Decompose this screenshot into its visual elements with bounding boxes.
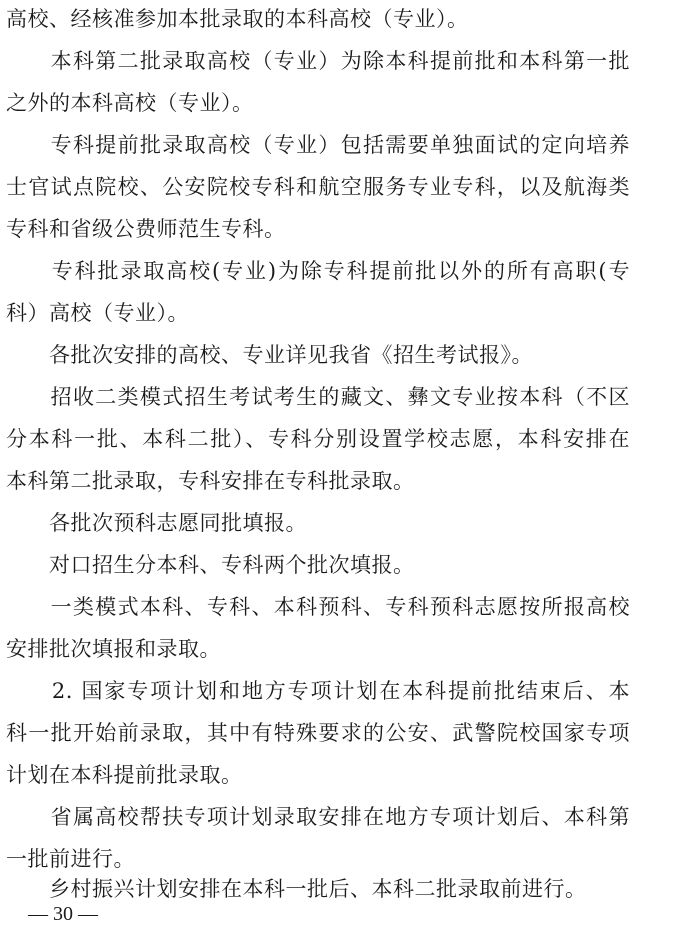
page-number: — 30 — [28, 903, 98, 925]
text-line-22: 乡村振兴计划安排在本科一批后、本科二批录取前进行。 [6, 877, 587, 901]
text-line-4: 专科提前批录取高校（专业）包括需要单独面试的定向培养 [6, 133, 630, 157]
text-line-16: 安排批次填报和录取。 [6, 637, 221, 661]
text-line-3: 之外的本科高校（专业）。 [6, 91, 254, 115]
text-line-13: 各批次预科志愿同批填报。 [6, 511, 307, 535]
text-line-12: 本科第二批录取，专科安排在专科批录取。 [6, 469, 415, 493]
text-line-14: 对口招生分本科、专科两个批次填报。 [6, 553, 415, 577]
text-line-7: 专科批录取高校(专业)为除专科提前批以外的所有高职(专 [6, 259, 630, 283]
text-line-2: 本科第二批录取高校（专业）为除本科提前批和本科第一批 [6, 49, 630, 73]
text-line-6: 专科和省级公费师范生专科。 [6, 217, 286, 241]
text-line-17: 2. 国家专项计划和地方专项计划在本科提前批结束后、本 [6, 679, 630, 703]
text-line-15: 一类模式本科、专科、本科预科、专科预科志愿按所报高校 [6, 595, 630, 619]
text-line-21: 一批前进行。 [6, 847, 135, 871]
text-line-10: 招收二类模式招生考试考生的藏文、彝文专业按本科（不区 [6, 385, 630, 409]
text-line-19: 计划在本科提前批录取。 [6, 763, 243, 787]
text-line-1: 高校、经核准参加本批录取的本科高校（专业）。 [6, 7, 469, 31]
text-line-18: 科一批开始前录取，其中有特殊要求的公安、武警院校国家专项 [6, 721, 630, 745]
text-line-11: 分本科一批、本科二批）、专科分别设置学校志愿，本科安排在 [6, 427, 630, 451]
text-line-5: 士官试点院校、公安院校专科和航空服务专业专科，以及航海类 [6, 175, 630, 199]
text-line-9: 各批次安排的高校、专业详见我省《招生考试报》。 [6, 343, 533, 367]
text-line-8: 科）高校（专业）。 [6, 301, 189, 325]
text-line-20: 省属高校帮扶专项计划录取安排在地方专项计划后、本科第 [6, 805, 630, 829]
